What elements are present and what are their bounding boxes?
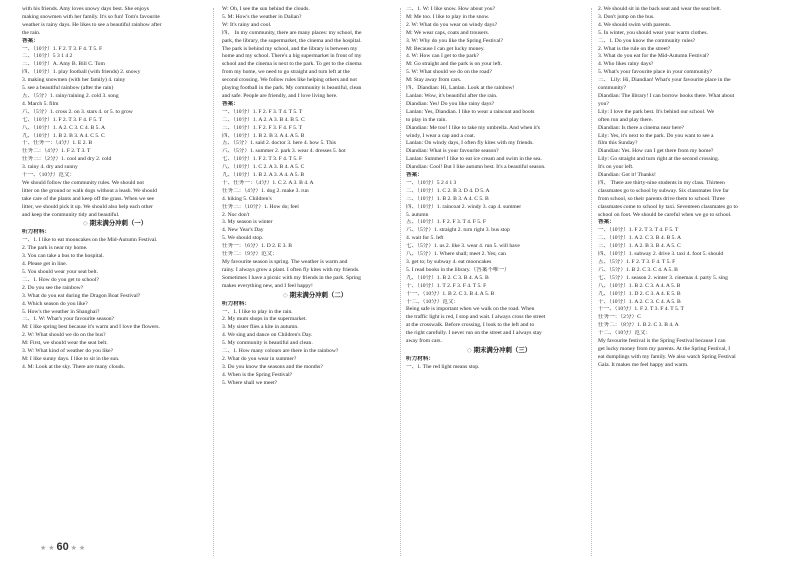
text-line: 六、（5分）1. straight 2. turn right 3. bus stop (406, 227, 510, 234)
text-line: 任务三：（2分）1. cool and dry 2. cold (22, 156, 112, 163)
text-line: 4. March 5. film (22, 100, 59, 107)
text-line: Diandian: Yes. How can I get there from my home? (598, 148, 714, 155)
text-line: M: Go straight and the park is on your left. (406, 61, 503, 68)
text-line: 三、1. W: What's your favourite season? (22, 316, 115, 323)
text-line: to play in the rain. (406, 116, 447, 123)
text-line: 2. My mum shops in the supermarket. (222, 316, 307, 323)
text-line: 5. W: What should we do on the road? (406, 69, 492, 76)
text-line: 三、（10分）1. F 2. F 3. F 4. F 5. T (222, 124, 303, 131)
text-line: weather is rainy days. He likes to see a beautiful rainbow after (22, 21, 162, 28)
text-line: 3. You can take a bus to the hospital. (22, 253, 104, 260)
text-line: Being safe is important when we walk on the road. When (406, 306, 535, 313)
text-line: 十、任务一：（4分）1. C 2. A 3. B 4. A (222, 179, 314, 186)
text-line: 5. M: How's the weather in Dalian? (222, 13, 302, 20)
text-line: 八、（10分）1. C 2. A 3. B 4. A 5. C (222, 164, 305, 171)
text-line: Diandian: The library! I can borrow books there. What about (598, 92, 735, 99)
text-line: 4. Who likes rainy days? (598, 61, 654, 68)
text-line: makes everything new, and I feel happy! (222, 282, 313, 289)
text-line: making snowmen with her family. It's so fun! Tom's favourite (22, 13, 160, 20)
text-line: park, the library, the supermarket, the cinema and the hospital. (222, 37, 362, 44)
text-line: 十一、（10分）范文： (22, 172, 76, 179)
text-line: Lanlan: Wow, it's beautiful after the rain. (406, 92, 498, 99)
text-line: 任务二：（4分）1. dog 2. make 3. run (222, 187, 309, 194)
text-line: 3. What do you eat during the Dragon Boat Festival? (22, 292, 141, 299)
text-line: school and the cinema is next to the park. To get to the cinema (222, 61, 362, 68)
text-line: M: I like sunny days. I like to sit in the sun. (22, 355, 120, 362)
text-line: 三、（10分）1. A 2. B 3. B 4. A 5. C (598, 243, 681, 250)
column-divider (591, 8, 592, 556)
text-line: 任务一：（6分）1. D 2. E 3. B (222, 243, 292, 250)
text-line: Lily: Go straight and turn right at the second crossing. (598, 156, 720, 163)
text-line: 四、（10分）1. B 2. B 3. A 4. A 5. B (222, 132, 305, 139)
text-line: 一、（10分）1. F 2. T 3. T 4. F 5. T (598, 227, 679, 234)
text-line: 一、1. I like to eat mooncakes on the Mid-Autumn Festival. (22, 237, 158, 244)
text-line: The park is behind my school, and the library is between my (222, 45, 358, 52)
text-line: 2. Noc don't (222, 211, 250, 218)
text-line: eat dumplings with my family. We also watch Spring Festival (598, 353, 736, 360)
text-line: from my home, we need to go straight and turn left at the (222, 69, 350, 76)
text-line: Diandian: Yes! Do you like rainy days? (406, 100, 495, 107)
text-line: M: I like spring best because it's warm and I love the flowers. (22, 324, 160, 331)
section-heading: 听力材料： (222, 300, 250, 307)
text-line: 4. Please get in line. (22, 261, 68, 268)
column-divider (213, 8, 214, 556)
text-line: 十二、（10分）范文： (598, 330, 652, 337)
text-line: 3. rainy 4. dry and sunny (22, 164, 78, 171)
text-line: 二、1. How do you get to school? (22, 276, 99, 283)
text-line: take care of the plants and keep off the grass. When we see (22, 195, 154, 202)
text-line: 2. W: What should we do on the bus? (22, 332, 106, 339)
text-line: 九、（10分）1. B 2. B 3. A 4. C 5. C (22, 132, 105, 139)
text-line: 3. What do you eat for the Mid-Autumn Festival? (598, 53, 709, 60)
section-heading: 答案： (406, 172, 423, 179)
text-line: 2. W: What do you wear on windy days? (406, 21, 498, 28)
text-line: the rain. (22, 29, 41, 36)
text-line: 九、（10分）1. B 2. C 3. B 4. A 5. B (406, 274, 489, 281)
text-line: M: First, we should wear the seat belt. (22, 340, 108, 347)
text-line: 2. What is the rule on the street? (598, 45, 671, 52)
text-line: 4. W: How can I get to the park? (406, 53, 479, 60)
text-line: 2. The park is near my home. (22, 245, 88, 252)
text-line: Lanlan: Summer! I like to eat ice cream and swim in the sea. (406, 156, 542, 163)
text-line: 一、（10分）1. F 2. F 3. T 4. T 5. T (222, 108, 303, 115)
text-line: 3. get to; by subway 4. eat mooncakes (406, 259, 492, 265)
text-line: 四、（10分）1. subway 2. drive 3. taxi 4. foot 5. should (598, 251, 724, 258)
text-line: 一、（10分）5 2 4 1 3 (406, 179, 457, 186)
text-line: 四、 In my community, there are many places: my school, the (222, 29, 362, 36)
text-line: 十、（10分）1. A 2. C 3. C 4. A 5. B (598, 298, 681, 305)
text-line: litter on the ground or walk dogs without a leash. We should (22, 187, 157, 194)
text-line: 5. autumn (406, 211, 429, 218)
text-line: 5. see a beautiful rainbow (after the rain) (22, 85, 114, 92)
text-line: 5. We should stop. (222, 235, 264, 242)
text-line: 4. M: Look at the sky. There are many clouds. (22, 363, 125, 370)
text-line: 3. W: Why do you like the Spring Festival? (406, 37, 503, 44)
text-line: 5. Where shall we meet? (222, 379, 278, 386)
column-2 (222, 6, 408, 388)
text-line: 十、（10分）1. T 2. F 3. F 4. T 5. F (406, 282, 487, 289)
text-line: It's on your left. (598, 164, 634, 171)
text-line: home and my school. There's a big supermarket in front of my (222, 53, 362, 60)
text-line: M: We wear caps, coats and trousers. (406, 29, 490, 36)
section-title: ◇ 期末满分冲刺（二） (282, 291, 348, 299)
text-line: W: It's rainy and cool. (222, 21, 272, 28)
column-divider (400, 8, 401, 556)
text-line: classmates come to school by taxi. Seventeen classmates go to (598, 203, 738, 210)
text-line: away from cars. (406, 338, 442, 345)
text-line: 四、 There are thirty-nine students in my class. Thirteen (598, 179, 725, 186)
section-heading: 答案： (598, 219, 615, 226)
text-line: get lucky money from my parents. At the Spring Festival, I (598, 345, 731, 352)
text-line: Diandian: Me too! I like to take my umbrella. And when it's (406, 124, 540, 131)
text-line: My favourite festival is the Spring Festival because I can (598, 338, 726, 345)
text-line: at the crosswalk. Before crossing, I look to the left and to (406, 322, 535, 329)
text-line: 二、1. Do you know the community rules? (598, 37, 696, 44)
text-line: 四、Diandian: Hi, Lanlan. Look at the rainbow! (406, 85, 515, 92)
text-line: M: Because I can get lucky money. (406, 45, 485, 52)
text-line: 九、（10分）1. B 2. A 3. A 4. A 5. B (222, 172, 305, 179)
text-line: 九、（10分）1. D 2. C 3. A 4. E 5. B (598, 290, 681, 297)
text-line: windy, I wear a cap and a coat. (406, 132, 476, 139)
text-line: 八、（10分）1. A 2. C 3. C 4. B 5. A (22, 124, 105, 131)
text-line: 4. We should swim with parents. (598, 21, 671, 28)
text-line: 三、 Lily: Hi, Diandian! What's your favourite place in the (598, 77, 731, 84)
text-line: 三、1. W: I like snow. How about you? (406, 6, 496, 12)
text-line: you? (598, 100, 609, 107)
text-line: 七、（5分）1. season 2. winter 3. cinemas 4. party 5. sing (598, 274, 728, 281)
text-line: 5. In winter, you should wear your warm clothes. (598, 29, 708, 36)
text-line: Diandian: Is there a cinema near here? (598, 124, 685, 131)
text-line: 六、（5分）1. summer 2. park 3. wear 4. dresses 5. hot (222, 148, 346, 155)
column-1 (22, 6, 208, 372)
text-line: 十一、（10分）1. B 2. C 3. B 4. A 5. B (406, 290, 495, 297)
text-line: 5. What's your favourite place in your community? (598, 69, 712, 76)
text-line: 八、（5分）1. Where shall; meet 2. Yes; can (406, 251, 506, 258)
text-line: 十一、（10分）1. F 2. T 3. F 4. T 5. T (598, 306, 684, 313)
page-number: ★ ★ 60 ★ ★ (40, 541, 86, 553)
text-line: 任务一：（2分）C (598, 314, 641, 321)
text-line: 3. My season is winter (222, 219, 273, 226)
section-heading: 听力材料： (406, 355, 434, 362)
text-line: My favourite season is spring. The weather is warm and (222, 259, 348, 265)
text-line: classmates go to school by subway. Six classmates live far (598, 187, 729, 194)
text-line: 任务二：（4分）1. F 2. T 3. T (22, 148, 91, 155)
text-line: 任务三：（10分）1. How do; feel (222, 203, 299, 210)
text-line: 一、1. The red light means stop. (406, 363, 480, 370)
text-line: community? (598, 85, 626, 92)
text-line: We should follow the community rules. We should not (22, 179, 144, 186)
text-line: 4. When is the Spring Festival? (222, 371, 293, 378)
section-heading: 答案： (22, 37, 39, 44)
text-line: 四、（10分）1. raincoat 2. windy 3. cap 4. summer (406, 203, 522, 210)
text-line: the right carefully. I never run on the street and I always stay (406, 330, 542, 337)
column-4 (598, 6, 784, 370)
text-line: 五、（5分）1. said 2. doctor 3. here 4. how 5. This (222, 140, 336, 147)
text-line: 4. We sing and dance on Children's Day. (222, 332, 313, 339)
text-line: 2. What do you wear in summer? (222, 355, 297, 362)
text-line: 5. My community is beautiful and clean. (222, 340, 313, 347)
text-line: playing football in the park. My community is beautiful, clean (222, 85, 362, 92)
text-line: W: Oh, I see the sun behind the clouds. (222, 6, 310, 12)
text-line: second crossing. We follow rules like helping others and not (222, 77, 357, 84)
text-line: M: Me too. I like to play in the snow. (406, 13, 490, 20)
text-line: the traffic light is red, I stop and wait. I always cross the street (406, 314, 546, 321)
text-line: 一、（10分）1. F 2. T 3. F 4. T 5. F (22, 45, 103, 52)
text-line: 5. You should wear your seat belt. (22, 269, 98, 275)
text-line: Sometimes I have a picnic with my friends in the park. Spring (222, 274, 361, 281)
text-line: 五、（5分）1. rainy/raining 2. cold 3. song (22, 92, 119, 99)
text-line: 3. My sister flies a kite in autumn. (222, 324, 299, 331)
text-line: Lanlan: Yes, Diandian. I like to wear a raincoat and boots (406, 108, 535, 115)
text-line: Diandian: Got it! Thanks! (598, 172, 656, 179)
section-heading: 答案： (222, 100, 239, 107)
text-line: 2. We should sit in the back seat and wear the seat belt. (598, 6, 722, 12)
text-line: Lanlan: On windy days, I often fly kites with my friends. (406, 140, 534, 147)
text-line: 五、（5分）1. F 2. T 3. F 4. T 5. F (598, 259, 676, 265)
text-line: Diandian: Cool! But I like autumn best. It's a beautiful season. (406, 164, 546, 171)
section-title: ◇ 期末满分冲刺（一） (82, 220, 148, 228)
text-line: 七、（10分）1. F 2. T 3. F 4. T 5. F (222, 156, 303, 163)
text-line: Diandian: What is your favourite season? (406, 148, 499, 155)
column-3 (406, 6, 592, 372)
text-line: 4. wait for 5. left (406, 235, 444, 242)
text-line: 3. making snowmen (with her family) 4. rainy (22, 77, 126, 84)
text-line: 十、任务一：（4分）1. E 2. B (22, 140, 93, 147)
text-line: litter, we should pick it up. We should also help each other (22, 203, 153, 210)
text-line: 二、（10分）1. C 2. B 3. D 4. D 5. A (406, 187, 490, 194)
text-line: 五、（10分）1. F 2. F 3. T 4. F 5. F (406, 219, 486, 226)
text-line: 七、（5分）1. us 2. like 3. wear 4. run 5. will have (406, 243, 520, 250)
section-title: ◇ 期末满分冲刺（三） (466, 346, 532, 354)
text-line: 四、（10分）1. play football (with friends) 2. snowy (22, 69, 141, 76)
text-line: M: Stay away from cars. (406, 77, 462, 84)
text-line: 任务二：（8分）1. B 2. C 3. B 4. A (598, 322, 679, 329)
text-line: 二、1. How many colours are there in the rainbow? (222, 348, 339, 355)
text-line: 二、（10分）5 3 1 4 2 (22, 53, 73, 60)
text-line: film this Sunday? (598, 140, 638, 147)
text-line: 任务二：（9分）范文： (222, 251, 278, 258)
text-line: 3. Do you know the seasons and the months? (222, 363, 323, 370)
text-line: often run and play there. (598, 116, 653, 123)
text-line: 3. Don't jump on the bus. (598, 13, 655, 20)
text-line: 3. W: What kind of weather do you like? (22, 348, 114, 355)
text-line: 2. Do you see the rainbow? (22, 284, 84, 291)
text-line: with his friends. Amy loves snowy days best. She enjoys (22, 6, 149, 12)
text-line: 4. Which season do you like? (22, 300, 88, 307)
text-line: rainy. I always grow a plant. I often fly kites with my friends. (222, 266, 360, 273)
text-line: from school, so their parents drive them to school. Three (598, 195, 725, 202)
text-line: 4. hiking 5. Children's (222, 195, 272, 202)
text-line: school on foot. We should be careful when we go to school. (598, 211, 732, 218)
text-line: 六、（5分）1. cross 2. on 3. stars 4. or 5. to grow (22, 108, 133, 115)
text-line: Lily: Yes, it's next to the park. Do you want to see a (598, 132, 714, 139)
text-line: 一、1. I like to play in the rain. (222, 308, 293, 315)
text-line: 六、（5分）1. B 2. C 3. C 4. A 5. B (598, 266, 678, 273)
text-line: 5. I read books in the library.（答案不唯一） (406, 266, 510, 273)
section-heading: 听力材料： (22, 229, 50, 236)
text-line: 三、（10分）A. Amy B. Bill C. Tom (22, 61, 105, 68)
text-line: Gala. It makes me feel happy and warm. (598, 361, 689, 368)
text-line: 八、（10分）1. B 2. C 3. A 4. A 5. B (598, 282, 681, 289)
text-line: 三、（10分）1. B 2. B 3. A 4. C 5. B (406, 195, 489, 202)
text-line: 二、（10分）1. A 2. C 3. B 4. B 5. A (598, 235, 681, 242)
text-line: 5. How's the weather in Shanghai? (22, 308, 100, 315)
text-line: 4. New Year's Day (222, 227, 264, 234)
text-line: and keep the community tidy and beautiful. (22, 211, 120, 218)
text-line: 二、（10分）1. A 2. A 3. B 4. B 5. C (222, 116, 305, 123)
text-line: and safe. People are friendly, and I love living here. (222, 92, 338, 99)
text-line: 七、（10分）1. F 2. T 3. F 4. F 5. T (22, 116, 103, 123)
text-line: Lily: I love the park best. It's behind our school. We (598, 108, 715, 115)
text-line: 十二、（10分）范文： (406, 298, 460, 305)
